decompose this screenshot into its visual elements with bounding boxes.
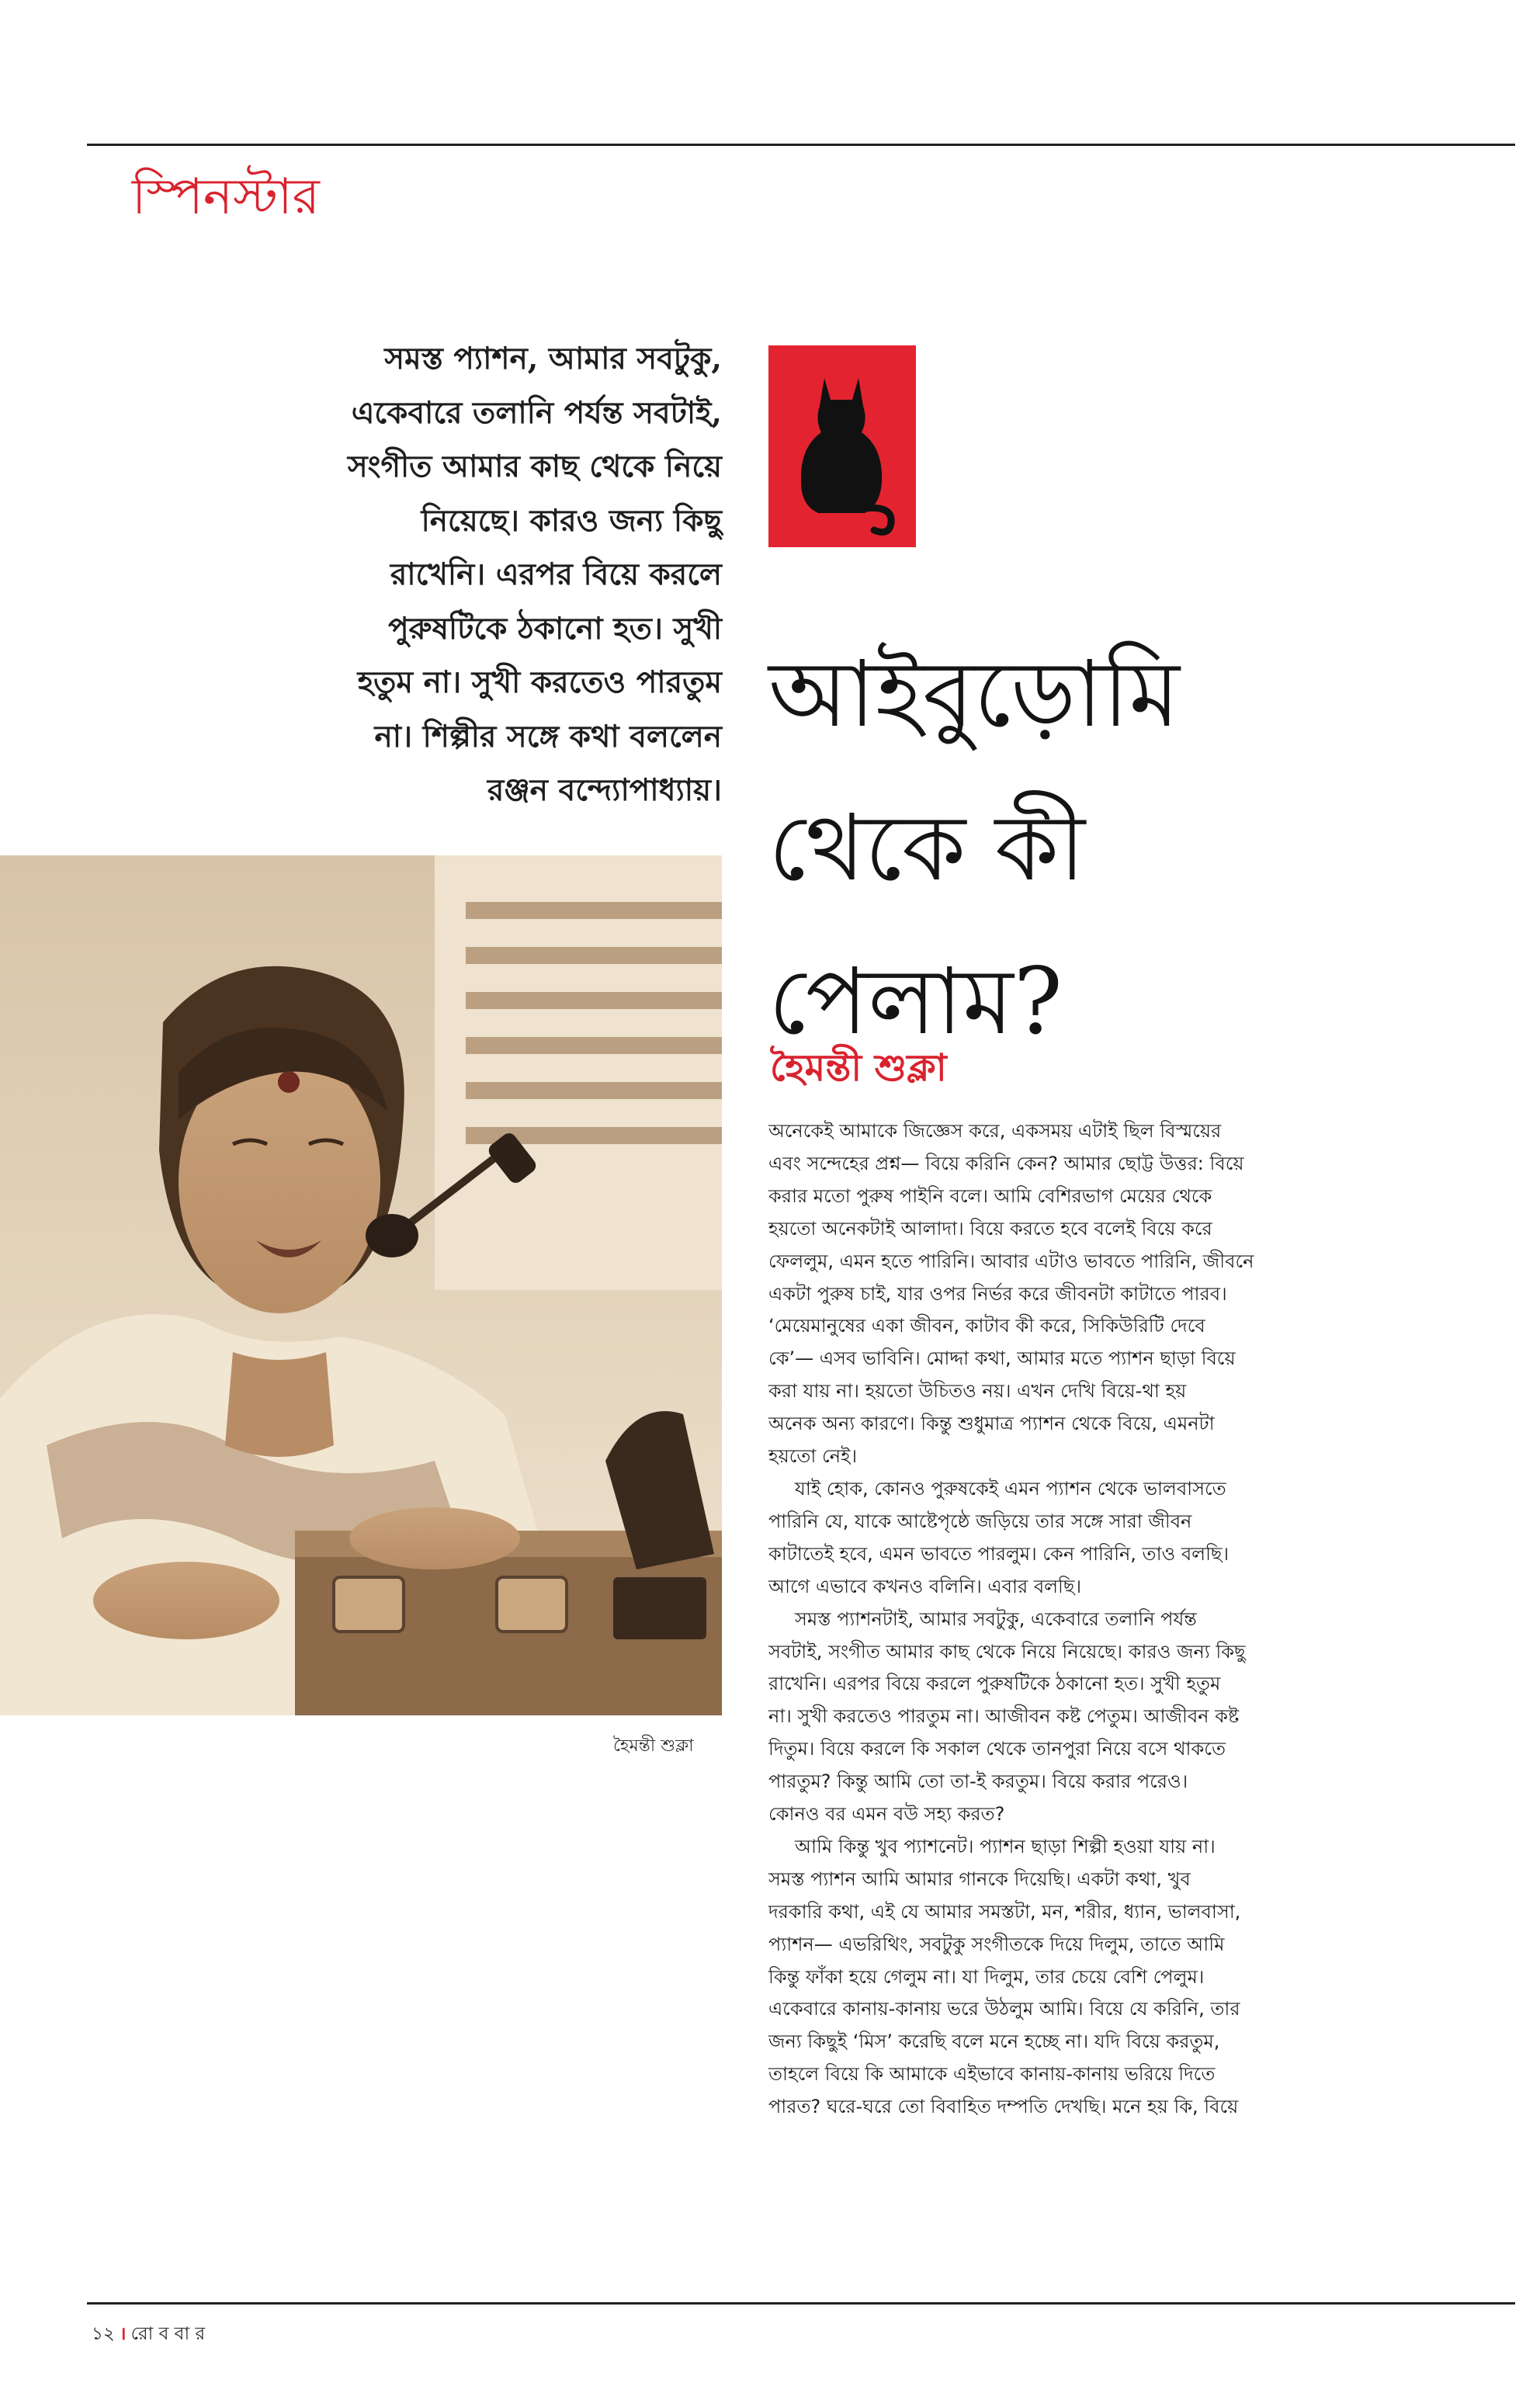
body-line: তাহলে বিয়ে কি আমাকে এইভাবে কানায়-কানায় ভরিয়ে দিতে bbox=[768, 2063, 1216, 2086]
body-line: দিতুম। বিয়ে করলে কি সকাল থেকে তানপুরা নিয়ে বসে থাকতে bbox=[768, 1738, 1226, 1760]
standfirst-line: পুরুষটিকে ঠকানো হত। সুখী bbox=[388, 610, 722, 647]
body-line: না। সুখী করতেও পারতুম না। আজীবন কষ্ট পেতুম। আজীবন কষ্ট bbox=[768, 1705, 1240, 1728]
magazine-name: রো ব বা র bbox=[130, 2324, 206, 2344]
body-line: প্যাশন— এভরিথিং, সবটুকু সংগীতকে দিয়ে দিলুম, তাতে আমি bbox=[768, 1933, 1225, 1955]
standfirst bbox=[225, 332, 722, 818]
photo-caption: হৈমন্তী শুক্লা bbox=[613, 1736, 694, 1756]
body-line: দরকারি কথা, এই যে আমার সমস্তটা, মন, শরীর, ধ্যান, ভালবাসা, bbox=[768, 1900, 1241, 1923]
body-line: এবং সন্দেহের প্রশ্ন— বিয়ে করিনি কেন? আমার ছোট্ট উত্তর: বিয়ে bbox=[768, 1152, 1244, 1174]
standfirst-line: সংগীত আমার কাছ থেকে নিয়ে bbox=[347, 449, 722, 484]
body-line: হয়তো নেই। bbox=[768, 1445, 858, 1468]
standfirst-line: রঞ্জন বন্দ্যোপাধ্যায়। bbox=[487, 772, 722, 808]
standfirst-line: না। শিল্পীর সঙ্গে কথা বললেন bbox=[374, 718, 722, 754]
body-line: সমস্ত প্যাশনটাই, আমার সবটুকু, একেবারে তলানি পর্যন্ত bbox=[795, 1607, 1197, 1630]
article-body bbox=[768, 1115, 1490, 2124]
body-line: যাই হোক, কোনও পুরুষকেই এমন প্যাশন থেকে ভালবাসতে bbox=[795, 1477, 1226, 1500]
byline-author: হৈমন্তী শুক্লা bbox=[770, 1046, 947, 1090]
body-line: রাখেনি। এরপর বিয়ে করলে পুরুষটিকে ঠকানো হত। সুখী হতুম bbox=[768, 1673, 1221, 1695]
singer-photo bbox=[0, 855, 722, 1715]
standfirst-line: রাখেনি। এরপর বিয়ে করলে bbox=[390, 557, 722, 592]
body-line: আমি কিন্তু খুব প্যাশনেট। প্যাশন ছাড়া শিল্পী হওয়া যায় না। bbox=[795, 1835, 1216, 1857]
standfirst-line: হতুম না। সুখী করতেও পারতুম bbox=[357, 664, 722, 700]
bottom-rule bbox=[87, 2302, 1515, 2305]
headline bbox=[768, 617, 1498, 1078]
body-line: ফেললুম, এমন হতে পারিনি। আবার এটাও ভাবতে পারিনি, জীবনে bbox=[768, 1250, 1254, 1272]
headline-line: থেকে কী bbox=[768, 794, 1086, 901]
section-label: স্পিনস্টার bbox=[132, 168, 320, 226]
body-line: করার মতো পুরুষ পাইনি বলে। আমি বেশিরভাগ মেয়ের থেকে bbox=[768, 1184, 1212, 1207]
body-line: কাটাতেই হবে, এমন ভাবতে পারলুম। কেন পারিনি, তাও বলছি। bbox=[768, 1542, 1230, 1565]
folio-separator: । bbox=[119, 2324, 127, 2344]
body-line: আগে এভাবে কখনও বলিনি। এবার বলছি। bbox=[768, 1575, 1082, 1597]
top-rule bbox=[87, 144, 1515, 146]
body-line: ‘মেয়েমানুষের একা জীবন, কাটাব কী করে, সিকিউরিটি দেবে bbox=[768, 1315, 1205, 1337]
body-line: কোনও বর এমন বউ সহ্য করত? bbox=[768, 1803, 1005, 1826]
headline-line: পেলাম? bbox=[768, 948, 1063, 1055]
body-line: অনেকেই আমাকে জিজ্ঞেস করে, একসময় এটাই ছিল বিস্ময়ের bbox=[768, 1120, 1222, 1142]
body-line: কে’— এসব ভাবিনি। মোদ্দা কথা, আমার মতে প্যাশন ছাড়া বিয়ে bbox=[768, 1347, 1236, 1370]
body-line: পারিনি যে, যাকে আষ্টেপৃষ্ঠে জড়িয়ে তার সঙ্গে সারা জীবন bbox=[768, 1510, 1192, 1532]
cat-logo-box bbox=[768, 345, 916, 547]
page-number: ১২ bbox=[92, 2324, 115, 2344]
headline-line: আইবুড়োমি bbox=[768, 640, 1180, 747]
body-line: একেবারে কানায়-কানায় ভরে উঠলুম আমি। বিয়ে যে করিনি, তার bbox=[768, 1998, 1240, 2020]
page-footer bbox=[92, 2319, 205, 2350]
body-line: করা যায় না। হয়তো উচিতও নয়। এখন দেখি বিয়ে-থা হয় bbox=[768, 1380, 1187, 1403]
singer-illustration bbox=[0, 855, 722, 1715]
body-line: কিন্তু ফাঁকা হয়ে গেলুম না। যা দিলুম, তার চেয়ে বেশি পেলুম। bbox=[768, 1965, 1205, 1988]
body-line: অনেক অন্য কারণে। কিন্তু শুধুমাত্র প্যাশন থেকে বিয়ে, এমনটা bbox=[768, 1413, 1215, 1435]
body-line: পারতুম? কিন্তু আমি তো তা-ই করতুম। বিয়ে করার পরেও। bbox=[768, 1770, 1188, 1793]
body-line: একটা পুরুষ চাই, যার ওপর নির্ভর করে জীবনটা কাটাতে পারব। bbox=[768, 1282, 1227, 1305]
standfirst-line: নিয়েছে। কারও জন্য কিছু bbox=[421, 502, 722, 539]
body-line: সমস্ত প্যাশন আমি আমার গানকে দিয়েছি। একটা কথা, খুব bbox=[768, 1868, 1191, 1890]
standfirst-line: একেবারে তলানি পর্যন্ত সবটাই, bbox=[351, 394, 722, 431]
body-line: জন্য কিছুই ‘মিস’ করেছি বলে মনে হচ্ছে না। যদি বিয়ে করতুম, bbox=[768, 2031, 1220, 2053]
body-line: পারত? ঘরে-ঘরে তো বিবাহিত দম্পতি দেখছি। মনে হয় কি, বিয়ে bbox=[768, 2096, 1239, 2118]
cat-silhouette-icon bbox=[768, 345, 916, 547]
body-line: হয়তো অনেকটাই আলাদা। বিয়ে করতে হবে বলেই বিয়ে করে bbox=[768, 1217, 1212, 1240]
body-line: সবটাই, সংগীত আমার কাছ থেকে নিয়ে নিয়েছে। কারও জন্য কিছু bbox=[768, 1640, 1246, 1663]
standfirst-line: সমস্ত প্যাশন, আমার সবটুকু, bbox=[384, 341, 722, 376]
